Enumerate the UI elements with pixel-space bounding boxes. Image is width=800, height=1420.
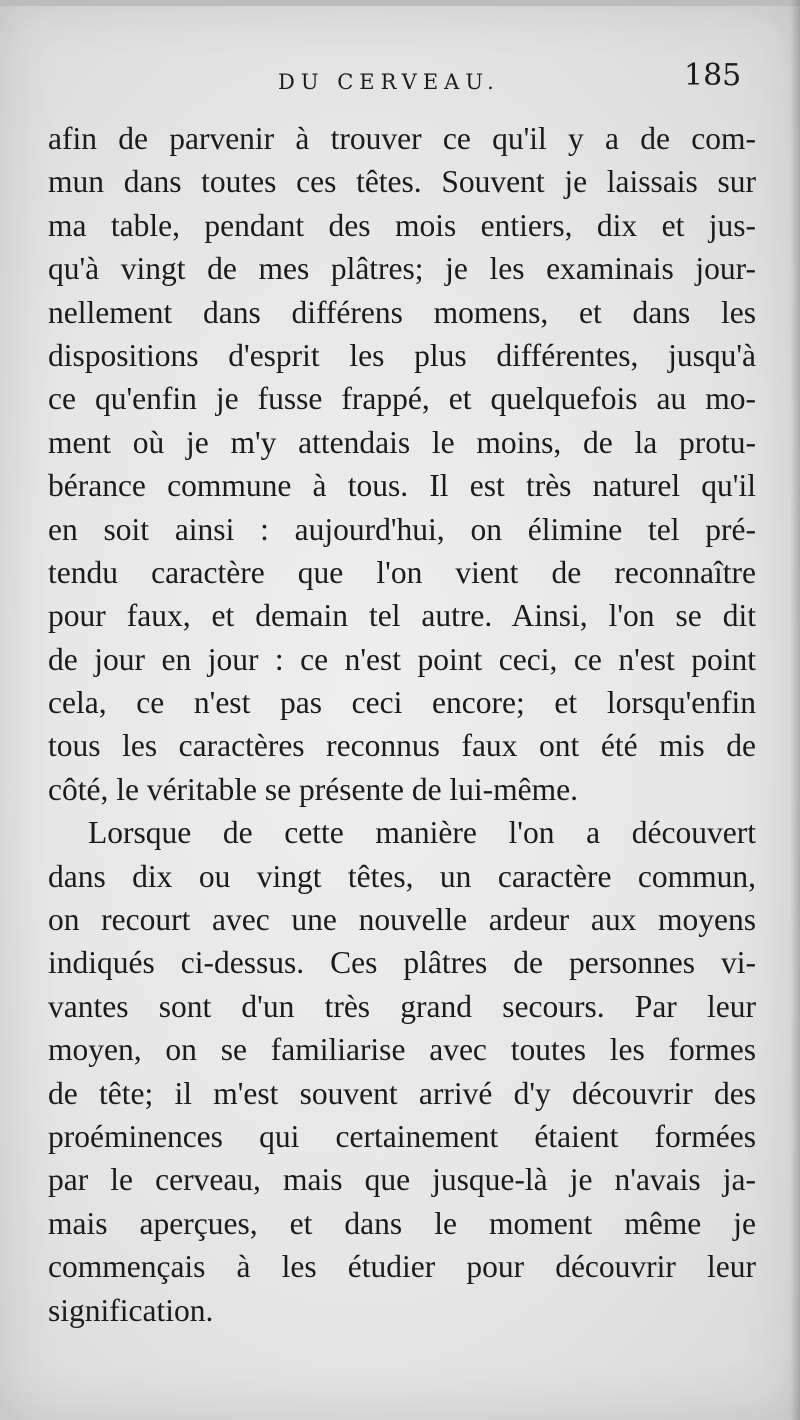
text-line: cela, ce n'est pas ceci encore; et lorsqu'enfin (48, 685, 756, 721)
text-line: mais aperçues, et dans le moment même je (48, 1205, 756, 1241)
text-line: de tête; il m'est souvent arrivé d'y découvrir des (48, 1075, 756, 1111)
text-line: on recourt avec une nouvelle ardeur aux moyens (48, 902, 756, 938)
text-line: Lorsque de cette manière l'on a découvert (88, 815, 756, 851)
text-line: commençais à les étudier pour découvrir leur (48, 1249, 756, 1285)
page-number: 185 (684, 58, 742, 93)
running-head: DU CERVEAU. (278, 70, 500, 94)
text-line: en soit ainsi : aujourd'hui, on élimine tel pré- (48, 511, 756, 547)
text-line: afin de parvenir à trouver ce qu'il y a de com- (48, 121, 756, 156)
text-line: bérance commune à tous. Il est très naturel qu'il (48, 468, 756, 504)
text-line: de jour en jour : ce n'est point ceci, ce n'est point (48, 641, 756, 677)
text-line: ma table, pendant des mois entiers, dix et jus- (48, 207, 756, 243)
text-line: ce qu'enfin je fusse frappé, et quelquefois au mo- (48, 381, 756, 417)
paragraph-2 (48, 811, 756, 1332)
text-line: mun dans toutes ces têtes. Souvent je laissais sur (48, 164, 756, 200)
text-line: ment où je m'y attendais le moins, de la protu- (48, 424, 756, 460)
text-line: par le cerveau, mais que jusque-là je n'avais ja- (48, 1162, 756, 1198)
text-line: proéminences qui certainement étaient formées (48, 1118, 756, 1154)
text-line: pour faux, et demain tel autre. Ainsi, l'on se dit (48, 598, 756, 634)
text-line: moyen, on se familiarise avec toutes les formes (48, 1032, 756, 1068)
text-line: indiqués ci-dessus. Ces plâtres de personnes vi- (48, 945, 756, 981)
body-text (48, 117, 756, 1332)
text-line: tous les caractères reconnus faux ont été mis de (48, 728, 756, 764)
text-line: côté, le véritable se présente de lui-même. (48, 771, 579, 807)
paragraph-1 (48, 117, 756, 811)
text-line: tendu caractère que l'on vient de reconnaître (48, 554, 756, 590)
text-line: signification. (48, 1292, 214, 1328)
text-line: nellement dans différens momens, et dans les (48, 294, 756, 330)
text-line: dispositions d'esprit les plus différentes, jusqu'à (48, 337, 756, 373)
text-line: qu'à vingt de mes plâtres; je les examinais jour- (48, 251, 756, 287)
text-line: vantes sont d'un très grand secours. Par leur (48, 988, 756, 1024)
text-line: dans dix ou vingt têtes, un caractère commun, (48, 858, 756, 894)
